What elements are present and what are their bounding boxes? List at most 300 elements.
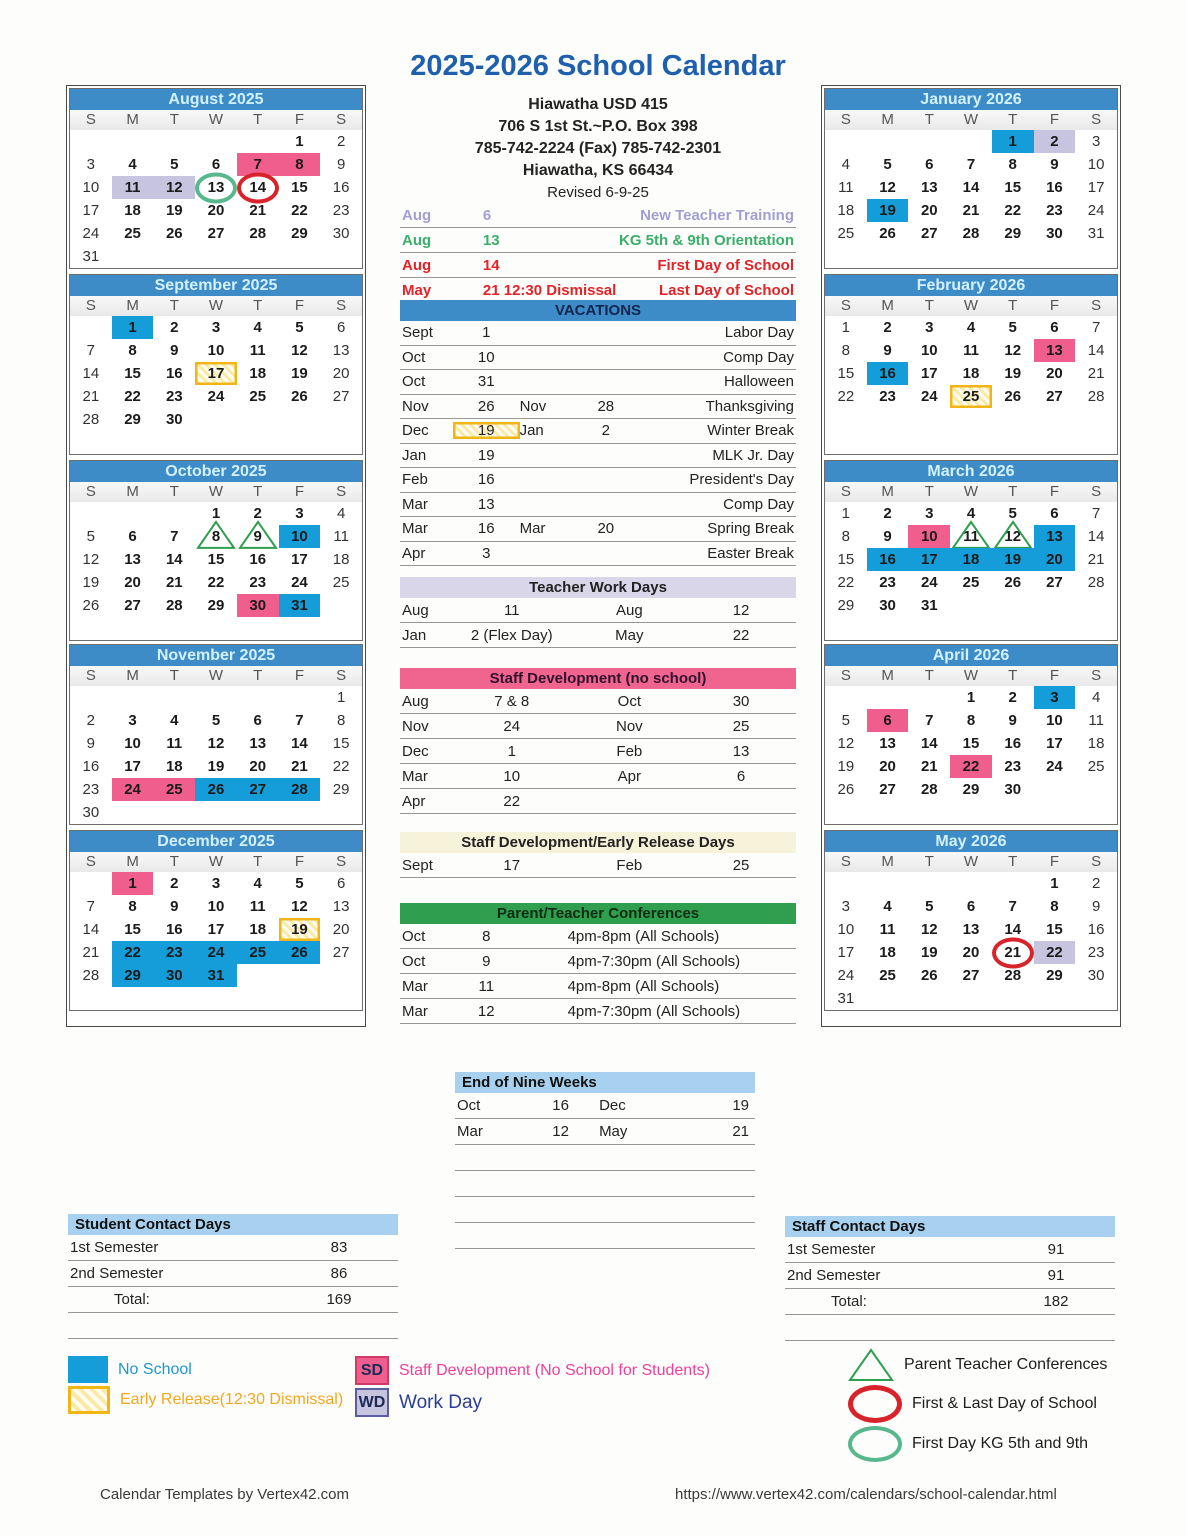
day-cell: 16 <box>867 548 909 571</box>
day-cell: 10 <box>207 898 225 915</box>
day-cell: 10 <box>124 735 141 752</box>
table-cell: Comp Day <box>723 348 794 366</box>
table-cell: 182 <box>1043 1293 1069 1310</box>
teacher-work-days-section <box>400 577 796 648</box>
day-cell: 30 <box>82 804 100 821</box>
vacations-table <box>400 321 796 566</box>
table-cell: Jan <box>402 626 427 644</box>
table-row <box>400 764 796 789</box>
day-cell: 5 <box>295 319 304 336</box>
table-row <box>785 1237 1115 1263</box>
day-cell: 22 <box>291 202 308 219</box>
day-grid <box>825 686 1117 824</box>
table-row <box>400 789 796 814</box>
day-cell: 10 <box>207 342 225 359</box>
day-cell <box>153 431 195 454</box>
day-cell: 30 <box>1004 781 1022 798</box>
table-cell: Sept <box>402 324 433 342</box>
day-cell: 18 <box>249 921 267 938</box>
day-cell <box>70 686 112 709</box>
day-cell: 3 <box>925 319 934 336</box>
weekday-header: T <box>1008 483 1018 500</box>
day-cell <box>1034 778 1076 801</box>
day-cell: 2 <box>170 319 179 336</box>
table-cell: Apr <box>617 767 642 785</box>
footer-credit: Calendar Templates by Vertex42.com <box>100 1486 350 1503</box>
day-cell: 5 <box>841 712 851 729</box>
day-cell: 15 <box>837 551 855 568</box>
day-cell: 14 <box>1087 528 1105 545</box>
day-cell: 9 <box>170 898 179 915</box>
day-cell: 28 <box>279 778 321 801</box>
staff-contact-section <box>785 1216 1115 1341</box>
day-cell: 9 <box>1008 712 1017 729</box>
table-cell: 10 <box>477 348 495 366</box>
teacher-work-days-header: Teacher Work Days <box>400 577 796 598</box>
table-cell: 12 <box>477 1002 495 1020</box>
day-cell: 8 <box>1050 898 1059 915</box>
weekday-header: T <box>1008 853 1018 870</box>
weekday-header: T <box>1008 297 1018 314</box>
weekday-header: M <box>126 111 139 128</box>
day-cell <box>825 872 867 895</box>
table-cell: 4pm-8pm (All Schools) <box>567 927 720 945</box>
day-cell <box>112 431 154 454</box>
day-cell: 24 <box>207 388 225 405</box>
day-grid <box>825 872 1117 1010</box>
day-cell: 11 <box>112 176 154 199</box>
day-cell: 31 <box>1087 225 1105 242</box>
weekday-header: F <box>294 853 304 870</box>
table-cell: Labor Day <box>724 324 794 342</box>
day-cell <box>1034 408 1076 431</box>
day-cell <box>1034 431 1076 454</box>
day-cell: 14 <box>82 365 100 382</box>
weekday-header: S <box>336 853 347 870</box>
nine-weeks-header: End of Nine Weeks <box>455 1072 755 1093</box>
day-cell: 10 <box>82 179 100 196</box>
day-cell: 17 <box>82 202 100 219</box>
day-cell: 10 <box>837 921 855 938</box>
day-cell: 1 <box>336 689 346 706</box>
table-cell: Last Day of School <box>658 281 794 299</box>
table-row <box>400 493 796 518</box>
weekday-header: T <box>253 297 263 314</box>
day-cell <box>825 617 867 640</box>
weekday-header-row <box>825 852 1117 872</box>
weekday-header: S <box>85 667 96 684</box>
day-cell: 6 <box>211 156 221 173</box>
day-cell: 28 <box>249 225 267 242</box>
day-cell <box>112 987 154 1010</box>
day-cell: 24 <box>195 941 237 964</box>
day-cell: 30 <box>165 411 183 428</box>
day-cell: 11 <box>333 528 349 545</box>
weekday-header-row <box>70 666 362 686</box>
day-cell <box>825 686 867 709</box>
day-cell: 3 <box>211 319 221 336</box>
day-cell: 5 <box>925 898 934 915</box>
table-cell <box>453 422 520 439</box>
nine-weeks-table <box>455 1093 755 1249</box>
day-cell: 19 <box>165 202 183 219</box>
day-cell: 11 <box>249 342 266 359</box>
day-cell: 23 <box>1087 944 1105 961</box>
staff-development-table <box>400 689 796 814</box>
day-cell: 5 <box>883 156 892 173</box>
day-cell: 8 <box>841 342 851 359</box>
page-title: 2025-2026 School Calendar <box>410 50 786 82</box>
day-cell: 30 <box>237 594 279 617</box>
day-cell: 25 <box>962 574 980 591</box>
day-cell: 19 <box>992 548 1034 571</box>
table-cell: Dec <box>402 742 429 760</box>
day-cell: 6 <box>336 319 346 336</box>
day-cell: 18 <box>950 548 992 571</box>
table-row <box>400 444 796 469</box>
day-cell: 5 <box>86 528 96 545</box>
day-cell: 5 <box>170 156 179 173</box>
day-cell: 27 <box>332 388 350 405</box>
day-cell: 18 <box>124 202 141 219</box>
day-cell: 24 <box>1087 202 1105 219</box>
day-cell: 13 <box>962 921 980 938</box>
day-cell: 5 <box>211 712 221 729</box>
day-cell: 8 <box>279 153 321 176</box>
day-cell: 4 <box>170 712 179 729</box>
day-cell: 11 <box>950 525 992 548</box>
table-row <box>400 419 796 444</box>
table-cell: 6 <box>482 206 492 224</box>
conferences-table <box>400 924 796 1024</box>
day-cell: 4 <box>1091 689 1101 706</box>
day-cell: 19 <box>920 944 938 961</box>
day-cell: 31 <box>837 990 855 1007</box>
table-cell: President's Day <box>689 471 794 489</box>
conferences-section <box>400 903 796 1024</box>
day-cell <box>195 245 237 268</box>
table-cell: MLK Jr. Day <box>712 446 794 464</box>
table-row <box>400 542 796 567</box>
day-cell: 23 <box>153 941 195 964</box>
day-cell: 29 <box>112 964 154 987</box>
day-cell <box>279 686 321 709</box>
table-cell: Aug <box>615 601 643 619</box>
day-cell: 16 <box>82 758 100 775</box>
day-cell: 24 <box>837 967 855 984</box>
day-cell: 9 <box>170 342 179 359</box>
weekday-header: S <box>85 483 96 500</box>
day-cell <box>70 502 112 525</box>
table-cell: May <box>615 626 644 644</box>
day-cell: 24 <box>112 778 154 801</box>
day-cell: 21 <box>82 388 100 405</box>
weekday-header: S <box>336 111 347 128</box>
day-cell <box>1075 594 1117 617</box>
day-cell: 7 <box>295 712 304 729</box>
day-cell <box>237 801 279 824</box>
table-row <box>455 1145 755 1171</box>
table-row <box>400 228 796 253</box>
day-cell: 16 <box>165 921 183 938</box>
student-contact-section <box>68 1214 398 1339</box>
table-cell: 16 <box>477 471 495 489</box>
day-cell <box>112 801 154 824</box>
table-cell: Total: <box>831 1293 867 1310</box>
table-cell: Oct <box>457 1097 481 1114</box>
table-cell: 83 <box>330 1239 348 1256</box>
day-cell: 21 <box>1087 551 1105 568</box>
table-row <box>400 714 796 739</box>
weekday-header: S <box>85 297 96 314</box>
day-cell <box>112 245 154 268</box>
day-cell: 27 <box>920 225 938 242</box>
day-cell: 2 <box>883 319 892 336</box>
table-cell: 169 <box>326 1291 352 1308</box>
day-cell: 13 <box>879 735 896 752</box>
table-cell: Feb <box>402 471 428 489</box>
weekday-header: M <box>881 483 894 500</box>
weekday-header: M <box>881 667 894 684</box>
day-cell: 25 <box>332 574 350 591</box>
day-cell <box>320 617 362 640</box>
day-cell: 6 <box>966 898 976 915</box>
table-cell: 24 <box>503 717 521 735</box>
day-cell: 6 <box>253 712 262 729</box>
day-cell: 26 <box>1004 388 1022 405</box>
day-cell: 9 <box>1091 898 1101 915</box>
table-row <box>785 1289 1115 1315</box>
day-cell: 29 <box>962 781 980 798</box>
calendar-february-2026 <box>824 274 1118 455</box>
table-cell: Halloween <box>723 373 794 391</box>
day-cell: 12 <box>291 898 308 915</box>
table-cell: Sept <box>402 856 433 874</box>
weekday-header: F <box>294 111 304 128</box>
day-cell <box>70 431 112 454</box>
day-cell <box>950 617 992 640</box>
day-cell <box>867 245 909 268</box>
table-cell: 25 <box>732 856 750 874</box>
day-cell: 14 <box>962 179 980 196</box>
conferences-header: Parent/Teacher Conferences <box>400 903 796 924</box>
table-cell: May <box>599 1123 628 1140</box>
day-cell: 8 <box>841 528 851 545</box>
day-cell: 8 <box>195 525 237 548</box>
table-cell: Mar <box>402 767 428 785</box>
table-row <box>785 1263 1115 1289</box>
day-cell <box>950 872 992 895</box>
day-cell: 31 <box>279 594 321 617</box>
day-grid <box>70 130 362 268</box>
calendar-october-2025 <box>69 460 363 641</box>
table-cell: 28 <box>597 397 615 415</box>
day-cell: 18 <box>249 365 267 382</box>
day-cell: 4 <box>336 505 346 522</box>
work-day-label: Work Day <box>399 1391 483 1413</box>
day-cell: 6 <box>336 875 346 892</box>
weekday-header-row <box>825 482 1117 502</box>
day-cell: 26 <box>279 941 321 964</box>
month-title: October 2025 <box>70 461 362 482</box>
day-cell: 21 <box>291 758 308 775</box>
weekday-header: F <box>1049 297 1059 314</box>
weekday-header-row <box>70 482 362 502</box>
no-school-swatch-icon <box>68 1356 108 1383</box>
day-cell: 25 <box>1087 758 1105 775</box>
day-cell <box>279 801 321 824</box>
day-cell: 6 <box>1050 505 1059 522</box>
table-cell: 13 <box>477 495 495 513</box>
day-cell: 17 <box>837 944 855 961</box>
day-cell: 29 <box>291 225 308 242</box>
day-cell: 15 <box>1004 179 1022 196</box>
weekday-header: M <box>126 483 139 500</box>
day-cell <box>195 801 237 824</box>
day-cell <box>112 130 154 153</box>
day-cell: 25 <box>950 385 992 408</box>
day-cell: 29 <box>1004 225 1022 242</box>
day-cell: 7 <box>925 712 934 729</box>
footer-url: https://www.vertex42.com/calendars/school-calendar.html <box>675 1486 1057 1503</box>
weekday-header: M <box>881 111 894 128</box>
day-cell: 16 <box>165 365 183 382</box>
day-cell: 7 <box>1091 505 1101 522</box>
day-cell: 24 <box>920 388 938 405</box>
table-cell: Feb <box>616 856 643 874</box>
table-row <box>68 1235 398 1261</box>
staff-contact-table <box>785 1237 1115 1341</box>
day-cell: 1 <box>966 689 976 706</box>
day-cell: 8 <box>128 342 137 359</box>
day-cell <box>1034 617 1076 640</box>
day-cell <box>320 987 362 1010</box>
day-cell: 12 <box>837 735 855 752</box>
day-cell: 27 <box>1046 388 1063 405</box>
day-cell: 17 <box>908 548 950 571</box>
day-cell: 3 <box>925 505 934 522</box>
month-title: September 2025 <box>70 275 362 296</box>
day-cell: 18 <box>837 202 855 219</box>
day-cell: 5 <box>1008 505 1017 522</box>
day-cell: 14 <box>1087 342 1105 359</box>
day-cell <box>992 987 1034 1010</box>
day-cell: 21 <box>1087 365 1105 382</box>
weekday-header: F <box>1049 667 1059 684</box>
day-cell <box>992 245 1034 268</box>
early-release-table <box>400 853 796 878</box>
day-cell: 22 <box>124 388 141 405</box>
table-cell: Oct <box>402 373 426 391</box>
day-cell: 7 <box>237 153 279 176</box>
weekday-header: S <box>840 853 851 870</box>
day-cell: 4 <box>128 156 137 173</box>
day-cell: 23 <box>332 202 350 219</box>
table-row <box>455 1197 755 1223</box>
day-cell: 11 <box>838 179 854 196</box>
org-phone-fax: 785-742-2224 (Fax) 785-742-2301 <box>474 140 722 157</box>
table-row <box>400 949 796 974</box>
month-title: January 2026 <box>825 89 1117 110</box>
day-cell: 29 <box>332 781 350 798</box>
table-cell: 21 <box>732 1123 749 1140</box>
day-cell: 4 <box>841 156 851 173</box>
staff-contact-header: Staff Contact Days <box>785 1216 1115 1237</box>
day-cell <box>237 408 279 431</box>
table-cell: 2 <box>601 422 610 440</box>
table-cell: Jan <box>519 422 544 440</box>
day-cell: 23 <box>82 781 100 798</box>
legend-middle <box>355 1356 710 1420</box>
day-cell: 17 <box>195 362 237 385</box>
day-cell: 20 <box>207 202 225 219</box>
table-cell: 9 <box>482 952 491 970</box>
day-cell: 15 <box>962 735 980 752</box>
day-cell: 12 <box>879 179 896 196</box>
table-cell: 11 <box>503 601 520 619</box>
table-cell: 1 <box>482 324 491 342</box>
key-dates-section <box>400 203 796 303</box>
day-cell <box>237 617 279 640</box>
org-city: Hiawatha, KS 66434 <box>522 162 674 179</box>
table-cell: 91 <box>1047 1241 1065 1258</box>
weekday-header: T <box>169 483 179 500</box>
day-cell: 11 <box>879 921 896 938</box>
table-cell: Mar <box>519 520 546 538</box>
day-cell: 25 <box>249 388 267 405</box>
early-release-section <box>400 832 796 878</box>
day-cell: 12 <box>153 176 195 199</box>
table-row <box>68 1313 398 1339</box>
table-row <box>455 1093 755 1119</box>
month-title: April 2026 <box>825 645 1117 666</box>
conferences-label: Parent Teacher Conferences <box>904 1356 1108 1373</box>
day-cell <box>70 617 112 640</box>
table-cell: Nov <box>519 397 547 415</box>
weekday-header: T <box>169 297 179 314</box>
day-cell: 28 <box>82 967 100 984</box>
day-cell: 1 <box>295 133 304 150</box>
day-cell: 27 <box>962 967 980 984</box>
day-cell: 24 <box>1046 758 1063 775</box>
day-cell: 10 <box>1046 712 1063 729</box>
day-cell: 9 <box>237 525 279 548</box>
day-cell <box>237 245 279 268</box>
day-cell <box>153 987 195 1010</box>
day-cell <box>908 245 950 268</box>
vacations-header: VACATIONS <box>400 300 796 321</box>
early-release-swatch-icon <box>68 1386 110 1414</box>
day-cell: 13 <box>124 551 141 568</box>
day-cell: 22 <box>950 755 992 778</box>
weekday-header: W <box>208 667 224 684</box>
weekday-header: S <box>840 483 851 500</box>
table-row <box>455 1119 755 1145</box>
table-cell: Dec <box>402 422 429 440</box>
day-cell <box>153 245 195 268</box>
day-cell: 17 <box>124 758 141 775</box>
day-cell: 4 <box>966 319 976 336</box>
day-cell: 22 <box>332 758 350 775</box>
table-cell: 4pm-8pm (All Schools) <box>567 977 720 995</box>
weekday-header: W <box>208 111 224 128</box>
day-cell <box>992 408 1034 431</box>
table-cell: 12 <box>552 1123 569 1140</box>
day-cell: 4 <box>883 898 892 915</box>
day-cell <box>1034 594 1076 617</box>
teacher-work-days-table <box>400 598 796 648</box>
day-cell: 11 <box>963 342 979 359</box>
